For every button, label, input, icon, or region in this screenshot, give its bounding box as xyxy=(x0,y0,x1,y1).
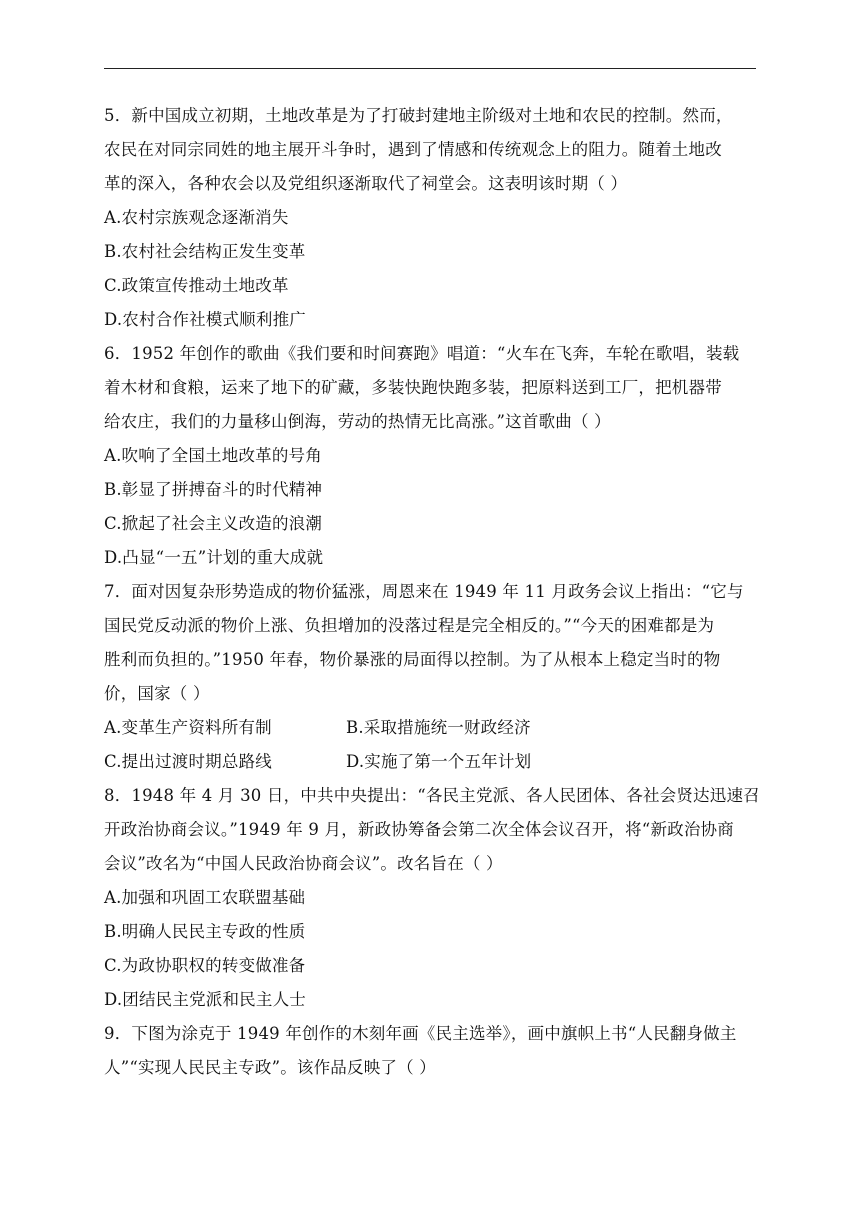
answer-option: B.彰显了拼搏奋斗的时代精神 xyxy=(104,480,323,499)
answer-option: C.掀起了社会主义改造的浪潮 xyxy=(104,514,323,533)
question-text-line: 价，国家（ ） xyxy=(104,684,210,703)
answer-option: A.农村宗族观念逐渐消失 xyxy=(104,208,289,227)
header-rule xyxy=(104,68,756,69)
answer-option: D.农村合作社模式顺利推广 xyxy=(104,310,306,329)
answer-option: A.吹响了全国土地改革的号角 xyxy=(104,446,322,465)
question-6 xyxy=(104,339,760,577)
question-text-line: 国民党反动派的物价上涨、负担增加的没落过程是完全相反的。”“今天的困难都是为 xyxy=(104,616,715,635)
answer-option: C.政策宣传推动土地改革 xyxy=(104,276,289,295)
question-text-line: 给农庄，我们的力量移山倒海，劳动的热情无比高涨。”这首歌曲（ ） xyxy=(104,412,611,431)
question-text-line: 9．下图为涂克于 1949 年创作的木刻年画《民主选举》，画中旗帜上书“人民翻身做主 xyxy=(104,1024,737,1043)
answer-option: D.团结民主党派和民主人士 xyxy=(104,990,306,1009)
answer-option: C.为政协职权的转变做准备 xyxy=(104,956,306,975)
question-8 xyxy=(104,781,760,1019)
question-7 xyxy=(104,577,760,781)
answer-option: B.明确人民民主专政的性质 xyxy=(104,922,306,941)
question-text-line: 6．1952 年创作的歌曲《我们要和时间赛跑》唱道：“火车在飞奔，车轮在歌唱，装载 xyxy=(104,344,740,363)
question-text-line: 7．面对因复杂形势造成的物价猛涨，周恩来在 1949 年 11 月政务会议上指出：“它与 xyxy=(104,582,744,601)
answer-option: A.加强和巩固工农联盟基础 xyxy=(104,888,306,907)
question-text-line: 着木材和食粮，运来了地下的矿藏，多装快跑快跑多装，把原料送到工厂，把机器带 xyxy=(104,378,722,397)
answer-option: D.凸显“一五”计划的重大成就 xyxy=(104,548,324,567)
question-text-line: 农民在对同宗同姓的地主展开斗争时，遇到了情感和传统观念上的阻力。随着土地改 xyxy=(104,140,722,159)
answer-option: B.农村社会结构正发生变革 xyxy=(104,242,306,261)
answer-option-row xyxy=(104,713,760,747)
question-text-line: 5．新中国成立初期，土地改革是为了打破封建地主阶级对土地和农民的控制。然而， xyxy=(104,106,733,125)
question-text-line: 开政治协商会议。”1949 年 9 月，新政协筹备会第二次全体会议召开，将“新政治协商 xyxy=(104,820,734,839)
answer-option-row xyxy=(104,747,760,781)
answer-option: A.变革生产资料所有制 xyxy=(104,718,272,737)
question-5 xyxy=(104,101,760,339)
question-text-line: 会议”改名为“中国人民政治协商会议”。改名旨在（ ） xyxy=(104,854,503,873)
answer-option: B.采取措施统一财政经济 xyxy=(346,718,531,737)
question-text-line: 人”“实现人民民主专政”。该作品反映了（ ） xyxy=(104,1058,436,1077)
question-text-line: 革的深入，各种农会以及党组织逐渐取代了祠堂会。这表明该时期（ ） xyxy=(104,174,628,193)
answer-option: D.实施了第一个五年计划 xyxy=(346,752,532,771)
question-text-line: 胜利而负担的。”1950 年春，物价暴涨的局面得以控制。为了从根本上稳定当时的物 xyxy=(104,650,721,669)
question-text-line: 8．1948 年 4 月 30 日，中共中央提出：“各民主党派、各人民团体、各社会贤达迅速召 xyxy=(104,786,760,805)
answer-option: C.提出过渡时期总路线 xyxy=(104,752,272,771)
question-list xyxy=(104,101,760,1087)
question-9 xyxy=(104,1019,760,1087)
